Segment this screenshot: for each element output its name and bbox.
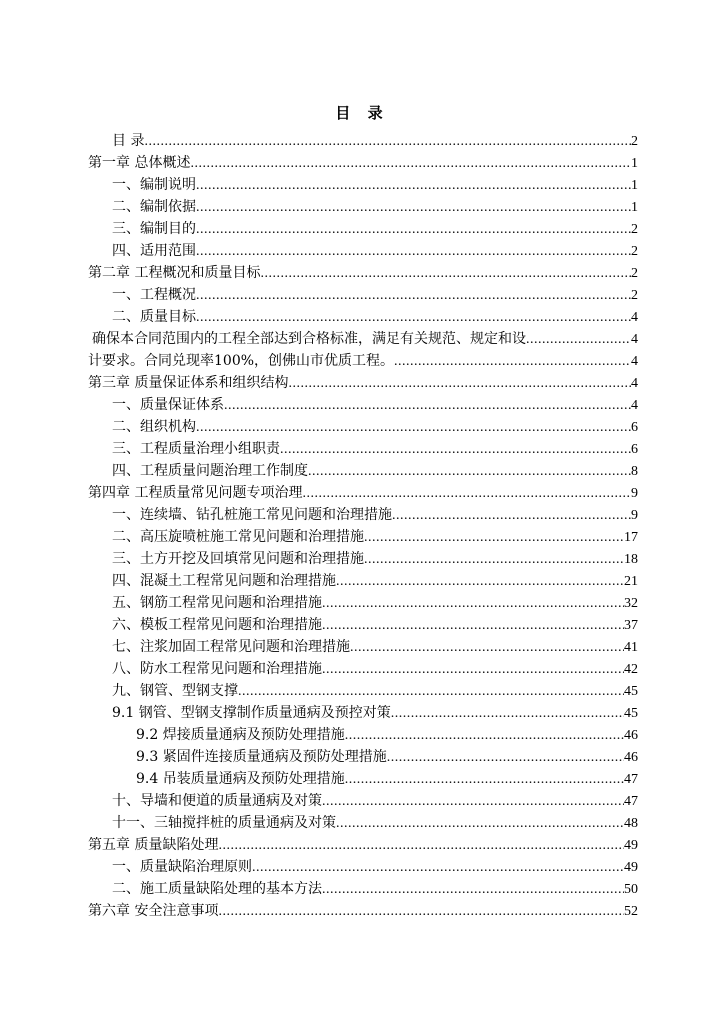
toc-entry-label: 9.3 紧固件连接质量通病及预防处理措施 — [136, 749, 387, 765]
toc-leader-dots — [288, 373, 631, 395]
toc-entry[interactable] — [88, 460, 638, 482]
toc-leader-dots — [196, 285, 631, 307]
toc-entry-label: 三、土方开挖及回填常见问题和治理措施 — [112, 551, 364, 567]
toc-entry-label: 一、连续墙、钻孔桩施工常见问题和治理措施 — [112, 507, 392, 523]
toc-entry[interactable] — [88, 130, 638, 152]
toc-entry-page-number: 4 — [631, 398, 638, 413]
toc-leader-dots — [350, 637, 624, 659]
toc-entry-page-number: 6 — [631, 420, 638, 435]
toc-entry[interactable] — [88, 856, 638, 878]
toc-leader-dots — [238, 681, 624, 703]
toc-leader-dots — [345, 725, 624, 747]
toc-entry[interactable] — [88, 680, 638, 702]
toc-entry-label: 二、高压旋喷桩施工常见问题和治理措施 — [112, 529, 364, 545]
toc-leader-dots — [144, 131, 631, 153]
toc-entry-label: 第二章 工程概况和质量目标 — [88, 265, 261, 281]
toc-entry-page-number: 21 — [624, 574, 638, 589]
toc-leader-dots — [196, 241, 631, 263]
toc-entry-page-number: 50 — [624, 882, 638, 897]
toc-entry-page-number: 8 — [631, 464, 638, 479]
toc-entry-page-number: 46 — [624, 728, 638, 743]
toc-leader-dots — [336, 813, 624, 835]
toc-entry-page-number: 49 — [624, 838, 638, 853]
toc-entry-page-number: 1 — [631, 156, 638, 171]
toc-entry[interactable] — [88, 790, 638, 812]
toc-entry-page-number: 47 — [624, 772, 638, 787]
toc-entry-label: 一、质量缺陷治理原则 — [112, 859, 252, 875]
toc-entry-page-number: 47 — [624, 794, 638, 809]
toc-entry-label: 第四章 工程质量常见问题专项治理 — [88, 485, 303, 501]
toc-entry-label: 目 录 — [112, 133, 145, 149]
toc-entry[interactable] — [88, 900, 638, 922]
toc-leader-dots — [218, 901, 624, 923]
toc-entry[interactable] — [88, 240, 638, 262]
toc-leader-dots — [391, 703, 624, 725]
toc-leader-dots — [336, 571, 624, 593]
toc-entry-label: 一、编制说明 — [112, 177, 196, 193]
toc-entry[interactable] — [88, 834, 638, 856]
toc-leader-dots — [252, 857, 624, 879]
toc-entry-page-number: 2 — [631, 244, 638, 259]
toc-entry-page-number: 1 — [631, 178, 638, 193]
toc-entry-page-number: 32 — [624, 596, 638, 611]
toc-entry-page-number: 4 — [631, 354, 638, 369]
toc-entry[interactable] — [88, 570, 638, 592]
toc-entry-label: 四、混凝土工程常见问题和治理措施 — [112, 573, 336, 589]
toc-entry-page-number: 4 — [631, 310, 638, 325]
toc-entry-label: 第六章 安全注意事项 — [88, 903, 219, 919]
toc-leader-dots — [190, 153, 631, 175]
toc-entry[interactable] — [88, 504, 638, 526]
toc-entry-page-number: 37 — [624, 618, 638, 633]
toc-entry[interactable] — [88, 702, 638, 724]
toc-entry-page-number: 46 — [624, 750, 638, 765]
toc-leader-dots — [196, 197, 631, 219]
toc-entry[interactable] — [88, 878, 638, 900]
toc-entry-page-number: 17 — [624, 530, 638, 545]
toc-leader-dots — [322, 879, 624, 901]
toc-leader-dots — [280, 439, 631, 461]
toc-entry[interactable] — [88, 394, 638, 416]
toc-leader-dots — [196, 417, 631, 439]
toc-leader-dots — [260, 263, 631, 285]
toc-entry-label: 十一、三轴搅拌桩的质量通病及对策 — [112, 815, 336, 831]
toc-leader-dots — [322, 615, 624, 637]
toc-entry-label: 第五章 质量缺陷处理 — [88, 837, 219, 853]
toc-entry[interactable] — [88, 724, 638, 746]
toc-entry[interactable] — [88, 350, 638, 372]
toc-entry-page-number: 1 — [631, 200, 638, 215]
toc-entry-label: 二、施工质量缺陷处理的基本方法 — [112, 881, 322, 897]
toc-entry-label: 计要求。合同兑现率100%，创佛山市优质工程。 — [88, 353, 395, 369]
toc-entry-label: 二、质量目标 — [112, 309, 196, 325]
toc-leader-dots — [218, 835, 624, 857]
toc-entry[interactable] — [88, 416, 638, 438]
toc-entry[interactable] — [88, 526, 638, 548]
toc-entry[interactable] — [88, 174, 638, 196]
toc-entry[interactable] — [88, 152, 638, 174]
table-of-contents — [88, 130, 638, 922]
toc-entry-label: 四、适用范围 — [112, 243, 196, 259]
toc-entry-page-number: 6 — [631, 442, 638, 457]
toc-entry-label: 三、工程质量治理小组职责 — [112, 441, 280, 457]
toc-leader-dots — [364, 549, 624, 571]
toc-entry-label: 三、编制目的 — [112, 221, 196, 237]
toc-entry[interactable] — [88, 768, 638, 790]
toc-entry-label: 9.4 吊装质量通病及预防处理措施 — [136, 771, 345, 787]
toc-entry[interactable] — [88, 372, 638, 394]
toc-leader-dots — [322, 593, 624, 615]
toc-entry-label: 第三章 质量保证体系和组织结构 — [88, 375, 289, 391]
toc-entry[interactable] — [88, 482, 638, 504]
toc-leader-dots — [322, 659, 624, 681]
toc-leader-dots — [224, 395, 631, 417]
toc-entry-label: 五、钢筋工程常见问题和治理措施 — [112, 595, 322, 611]
toc-entry-page-number: 2 — [631, 134, 638, 149]
toc-leader-dots — [322, 791, 624, 813]
toc-entry-page-number: 4 — [631, 376, 638, 391]
toc-entry-page-number: 45 — [624, 684, 638, 699]
toc-entry[interactable] — [88, 746, 638, 768]
toc-entry-page-number: 2 — [631, 288, 638, 303]
toc-entry-page-number: 18 — [624, 552, 638, 567]
page-title: 目 录 — [335, 104, 389, 122]
toc-leader-dots — [302, 483, 631, 505]
toc-leader-dots — [196, 219, 631, 241]
toc-entry-label: 9.2 焊接质量通病及预防处理措施 — [136, 727, 345, 743]
toc-entry-page-number: 48 — [624, 816, 638, 831]
toc-entry-label: 第一章 总体概述 — [88, 155, 191, 171]
toc-entry-label: 七、注浆加固工程常见问题和治理措施 — [112, 639, 350, 655]
toc-entry-page-number: 2 — [631, 222, 638, 237]
toc-entry-label: 九、钢管、型钢支撑 — [112, 683, 238, 699]
toc-leader-dots — [387, 747, 624, 769]
toc-entry[interactable] — [88, 548, 638, 570]
toc-entry-label: 9.1 钢管、型钢支撑制作质量通病及预控对策 — [112, 705, 391, 721]
toc-entry[interactable] — [88, 438, 638, 460]
toc-entry[interactable] — [88, 284, 638, 306]
toc-entry[interactable] — [88, 658, 638, 680]
toc-entry-page-number: 4 — [631, 332, 638, 347]
toc-entry[interactable] — [88, 218, 638, 240]
toc-leader-dots — [308, 461, 631, 483]
toc-entry-page-number: 52 — [624, 904, 638, 919]
toc-entry[interactable] — [88, 328, 638, 350]
toc-entry[interactable] — [88, 614, 638, 636]
toc-entry[interactable] — [88, 196, 638, 218]
toc-leader-dots — [392, 505, 631, 527]
toc-entry-page-number: 2 — [631, 266, 638, 281]
toc-entry-label: 二、编制依据 — [112, 199, 196, 215]
toc-entry[interactable] — [88, 636, 638, 658]
toc-leader-dots — [196, 307, 631, 329]
toc-entry-label: 四、工程质量问题治理工作制度 — [112, 463, 308, 479]
toc-entry-page-number: 9 — [631, 508, 638, 523]
toc-entry-page-number: 49 — [624, 860, 638, 875]
toc-leader-dots — [394, 351, 631, 373]
toc-entry[interactable] — [88, 592, 638, 614]
toc-entry-page-number: 45 — [624, 706, 638, 721]
toc-entry-label: 确保本合同范围内的工程全部达到合格标准，满足有关规范、规定和设 — [92, 331, 526, 347]
toc-entry-page-number: 42 — [624, 662, 638, 677]
toc-entry-label: 八、防水工程常见问题和治理措施 — [112, 661, 322, 677]
toc-entry-label: 十、导墙和便道的质量通病及对策 — [112, 793, 322, 809]
toc-entry[interactable] — [88, 262, 638, 284]
toc-entry-label: 六、模板工程常见问题和治理措施 — [112, 617, 322, 633]
toc-leader-dots — [345, 769, 624, 791]
toc-entry[interactable] — [88, 306, 638, 328]
toc-entry-page-number: 41 — [624, 640, 638, 655]
toc-entry-label: 一、工程概况 — [112, 287, 196, 303]
toc-entry[interactable] — [88, 812, 638, 834]
toc-leader-dots — [526, 329, 631, 351]
toc-entry-page-number: 9 — [631, 486, 638, 501]
toc-leader-dots — [196, 175, 631, 197]
toc-entry-label: 二、组织机构 — [112, 419, 196, 435]
toc-entry-label: 一、质量保证体系 — [112, 397, 224, 413]
toc-leader-dots — [364, 527, 624, 549]
